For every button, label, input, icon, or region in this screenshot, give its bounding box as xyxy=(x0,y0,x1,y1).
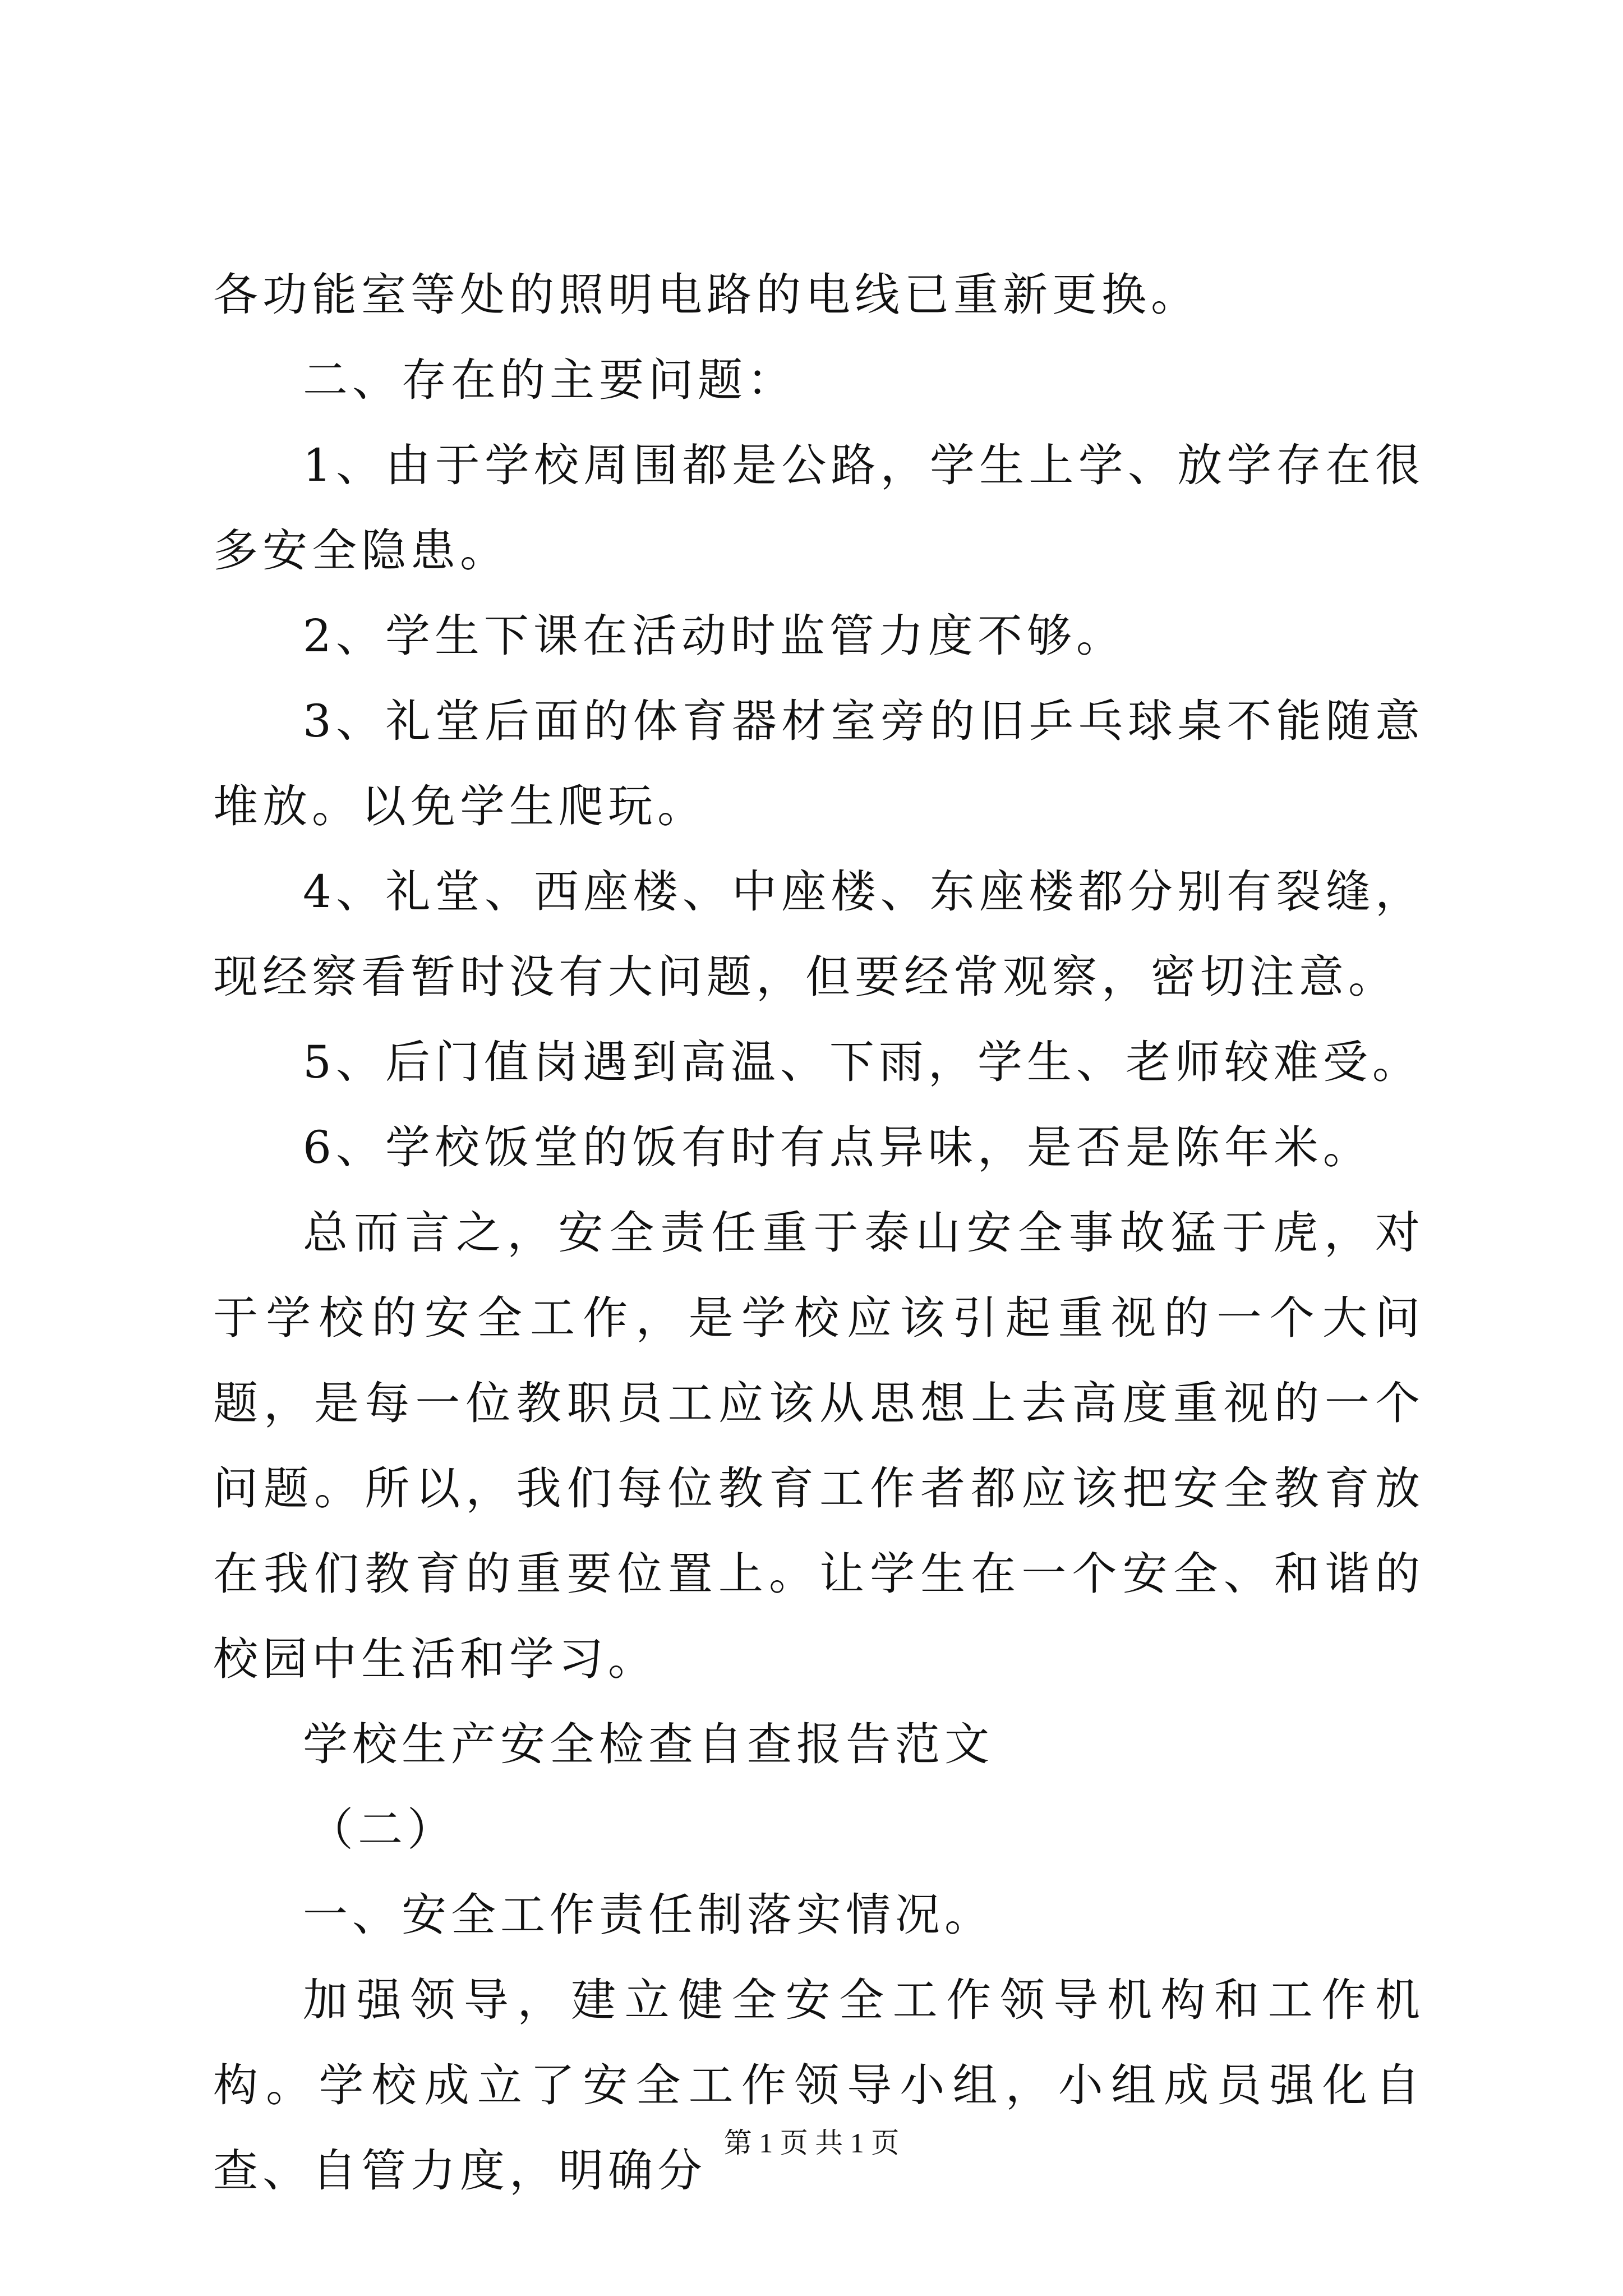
summary-paragraph: 总而言之，安全责任重于泰山安全事故猛于虎，对于学校的安全工作，是学校应该引起重视的一个大问题，是每一位教职员工应该从思想上去高度重视的一个问题。所以，我们每位教育工作者都应该把安全教育放在我们教育的重要位置上。让学生在一个安全、和谐的校园中生活和学习。 xyxy=(213,1207,1424,1685)
list-item: 2、学生下课在活动时监管力度不够。 xyxy=(303,610,1126,662)
section-heading: 一、安全工作责任制落实情况。 xyxy=(303,1889,994,1941)
document-title: 学校生产安全检查自查报告范文 xyxy=(303,1718,994,1770)
list-item: 5、后门值岗遇到高温、下雨，学生、老师较难受。 xyxy=(303,1036,1422,1088)
list-item: 1、由于学校周围都是公路，学生上学、放学存在很多安全隐患。 xyxy=(213,439,1424,577)
page-footer: 第 1 页 共 1 页 xyxy=(723,2127,900,2159)
part-number: （二） xyxy=(308,1803,457,1856)
paragraph: 加强领导，建立健全安全工作领导机构和工作机构。学校成立了安全工作领导小组，小组成员强化自查、自管力度，明确分 xyxy=(213,1974,1424,2197)
document-body xyxy=(213,252,1424,2214)
list-item: 4、礼堂、西座楼、中座楼、东座楼都分别有裂缝，现经察看暂时没有大问题，但要经常观察，密切注意。 xyxy=(213,866,1424,1003)
section-heading: 二、存在的主要问题： xyxy=(303,354,796,406)
list-item: 3、礼堂后面的体育器材室旁的旧乒乓球桌不能随意堆放。以免学生爬玩。 xyxy=(213,695,1424,832)
list-item: 6、学校饭堂的饭有时有点异味，是否是陈年米。 xyxy=(303,1121,1372,1174)
paragraph: 各功能室等处的照明电路的电线已重新更换。 xyxy=(213,269,1200,321)
